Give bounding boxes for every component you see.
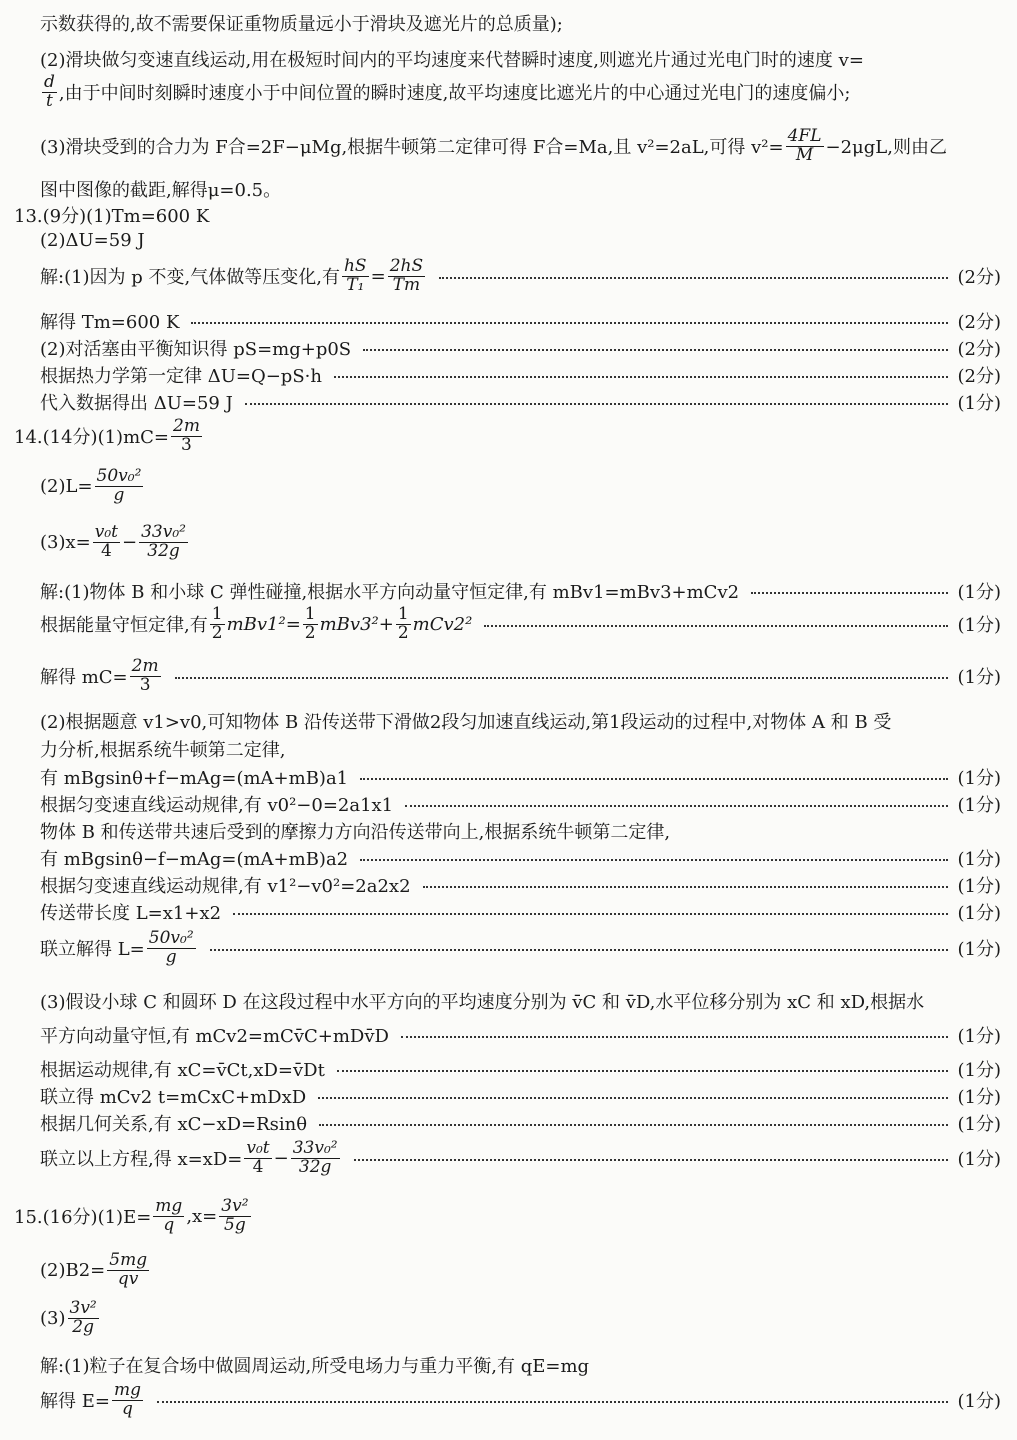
leader-dots [363,349,947,351]
score: (2分) [957,366,1001,387]
solution-line: 平方向动量守恒,有 mCv2=mCv̄C+mDv̄D (1分) [40,1022,1001,1048]
question-14-heading: 14.(14分)(1)mC= $\frac{2m}{3}$ [14,416,200,455]
solution-line: 解:(1)物体 B 和小球 C 弹性碰撞,根据水平方向动量守恒定律,有 mBv1=mBv3+mCv2 (1分) [40,578,1001,604]
solution-line: 联立以上方程,得 x=xD= $\frac{\text{v₀t}}{4}$ − $\frac{\text{33v₀²}}{32g}$ (1分) [40,1138,1001,1177]
question-15-heading: 15.(16分)(1)E= $\frac{mg}{q}$ ,x= $\frac{\text{3v²}}{5g}$ [14,1196,249,1235]
solution-line: 传送带长度 L=x1+x2 (1分) [40,899,1001,925]
text-line: (3)滑块受到的合力为 F合=2F−μMg,根据牛顿第二定律可得 F合=Ma,且 v²=2aL,可得 v²= $\frac{4FL}{M}$ −2μgL,则由乙 [40,126,947,165]
leader-dots [484,625,947,627]
score: (1分) [957,1149,1001,1171]
leader-dots [360,859,947,861]
leader-dots [337,1070,948,1072]
fraction: $\frac{2m}{3}$ [173,416,200,455]
score: (1分) [957,939,1001,961]
score: (1分) [957,667,1001,689]
fraction: $\frac{5mg}{qv}$ [109,1250,148,1289]
leader-dots [360,778,947,780]
solution-line: 联立解得 L= $\frac{\text{50v₀²}}{g}$ (1分) [40,928,1001,967]
fraction: $\frac{mg}{q}$ [113,1380,141,1419]
score: (1分) [957,768,1001,789]
score: (1分) [957,795,1001,816]
leader-dots [245,403,948,405]
leader-dots [175,677,948,679]
fraction: $\frac{1}{2}$ [211,604,223,643]
score: (1分) [957,1114,1001,1135]
score: (1分) [957,876,1001,897]
solution-line: 根据热力学第一定律 ΔU=Q−pS·h (2分) [40,362,1001,388]
leader-dots [334,376,948,378]
fraction: $\frac{d}{t}$ [44,72,55,111]
solution-line: 解得 Tm=600 K (2分) [40,308,1001,334]
leader-dots [233,913,947,915]
solution-line: (2)对活塞由平衡知识得 pS=mg+p0S (2分) [40,335,1001,361]
solution-line: 解得 mC= $\frac{2m}{3}$ (1分) [40,656,1001,695]
solution-line: 根据匀变速直线运动规律,有 v1²−v0²=2a2x2 (1分) [40,872,1001,898]
score: (1分) [957,1087,1001,1108]
text-line: (3) $\frac{\text{3v²}}{2g}$ [40,1298,97,1337]
fraction: $\frac{1}{2}$ [397,604,409,643]
score: (2分) [957,339,1001,360]
fraction: $\frac{hS}{\text{T₁}}$ [343,256,367,295]
text-line: 力分析,根据系统牛顿第二定律, [40,740,286,761]
leader-dots [157,1401,948,1403]
score: (1分) [957,849,1001,870]
fraction: $\frac{2m}{3}$ [131,656,159,695]
text-line: (2)B2= $\frac{5mg}{qv}$ [40,1250,148,1289]
fraction: $\frac{\text{33v₀²}}{32g}$ [141,522,186,561]
fraction: $\frac{\text{50v₀²}}{g}$ [96,466,142,505]
score: (1分) [957,393,1001,414]
text-line: (2)ΔU=59 J [40,230,145,251]
leader-dots [210,949,948,951]
score: (1分) [957,1060,1001,1081]
text-line: 示数获得的,故不需要保证重物质量远小于滑块及遮光片的总质量); [40,14,563,35]
leader-dots [401,1036,948,1038]
score: (2分) [957,267,1001,289]
text-line: 图中图像的截距,解得μ=0.5。 [40,180,282,201]
question-13-heading: 13.(9分)(1)Tm=600 K [14,206,210,227]
fraction: $\frac{mg}{q}$ [155,1196,183,1235]
fraction: $\frac{4FL}{M}$ [787,126,822,165]
solution-line: 根据匀变速直线运动规律,有 v0²−0=2a1x1 (1分) [40,791,1001,817]
text-line: $\frac{d}{t}$ ,由于中间时刻瞬时速度小于中间位置的瞬时速度,故平均速度比遮光片的中心通过光电门的速度偏小; [44,72,851,111]
leader-dots [405,805,947,807]
solution-line: 解得 E= $\frac{mg}{q}$ (1分) [40,1380,1001,1419]
text-line: (2)根据题意 v1>v0,可知物体 B 沿传送带下滑做2段匀加速直线运动,第1段运动的过程中,对物体 A 和 B 受 [40,712,892,733]
text-line: (2)滑块做匀变速直线运动,用在极短时间内的平均速度来代替瞬时速度,则遮光片通过光电门时的速度 v= [40,50,864,71]
solution-line: 代入数据得出 ΔU=59 J (1分) [40,389,1001,415]
solution-line: 联立得 mCv2 t=mCxC+mDxD (1分) [40,1083,1001,1109]
score: (1分) [957,1026,1001,1047]
text-line: (3)x= $\frac{\text{v₀t}}{4}$ − $\frac{\text{33v₀²}}{32g}$ [40,522,186,561]
solution-line: 根据几何关系,有 xC−xD=Rsinθ (1分) [40,1110,1001,1136]
solution-line: 根据能量守恒定律,有 $\frac{1}{2}$ mBv1²= $\frac{1}{2}$ mBv3²+ $\frac{1}{2}$ mCv2² (1分) [40,604,1001,643]
leader-dots [318,1097,947,1099]
fraction: $\frac{\text{3v²}}{5g}$ [221,1196,249,1235]
solution-line: 根据运动规律,有 xC=v̄Ct,xD=v̄Dt (1分) [40,1056,1001,1082]
fraction: $\frac{\text{3v²}}{2g}$ [69,1298,97,1337]
text-line: 解:(1)粒子在复合场中做圆周运动,所受电场力与重力平衡,有 qE=mg [40,1356,590,1377]
text-line: 物体 B 和传送带共速后受到的摩擦力方向沿传送带向上,根据系统牛顿第二定律, [40,822,671,843]
solution-line: 有 mBgsinθ−f−mAg=(mA+mB)a2 (1分) [40,845,1001,871]
fraction: $\frac{\text{33v₀²}}{32g}$ [292,1138,338,1177]
fraction: $\frac{2hS}{Tm}$ [389,256,424,295]
score: (1分) [957,582,1001,603]
leader-dots [751,592,947,594]
score: (1分) [957,615,1001,637]
leader-dots [423,886,948,888]
fraction: $\frac{\text{50v₀²}}{g}$ [148,928,194,967]
text-line: (2)L= $\frac{\text{50v₀²}}{g}$ [40,466,142,505]
fraction: $\frac{\text{v₀t}}{4}$ [246,1138,270,1177]
leader-dots [319,1124,947,1126]
score: (1分) [957,903,1001,924]
solution-line: 有 mBgsinθ+f−mAg=(mA+mB)a1 (1分) [40,764,1001,790]
leader-dots [439,277,947,279]
score: (1分) [957,1391,1001,1413]
leader-dots [191,322,947,324]
text-line: (3)假设小球 C 和圆环 D 在这段过程中水平方向的平均速度分别为 v̄C 和 v̄D,水平位移分别为 xC 和 xD,根据水 [40,992,925,1013]
leader-dots [354,1159,948,1161]
solution-line: 解:(1)因为 p 不变,气体做等压变化,有 $\frac{hS}{\text{T₁}}$ = $\frac{2hS}{Tm}$ (2分) [40,256,1001,295]
fraction: $\frac{\text{v₀t}}{4}$ [94,522,118,561]
score: (2分) [957,312,1001,333]
fraction: $\frac{1}{2}$ [304,604,316,643]
